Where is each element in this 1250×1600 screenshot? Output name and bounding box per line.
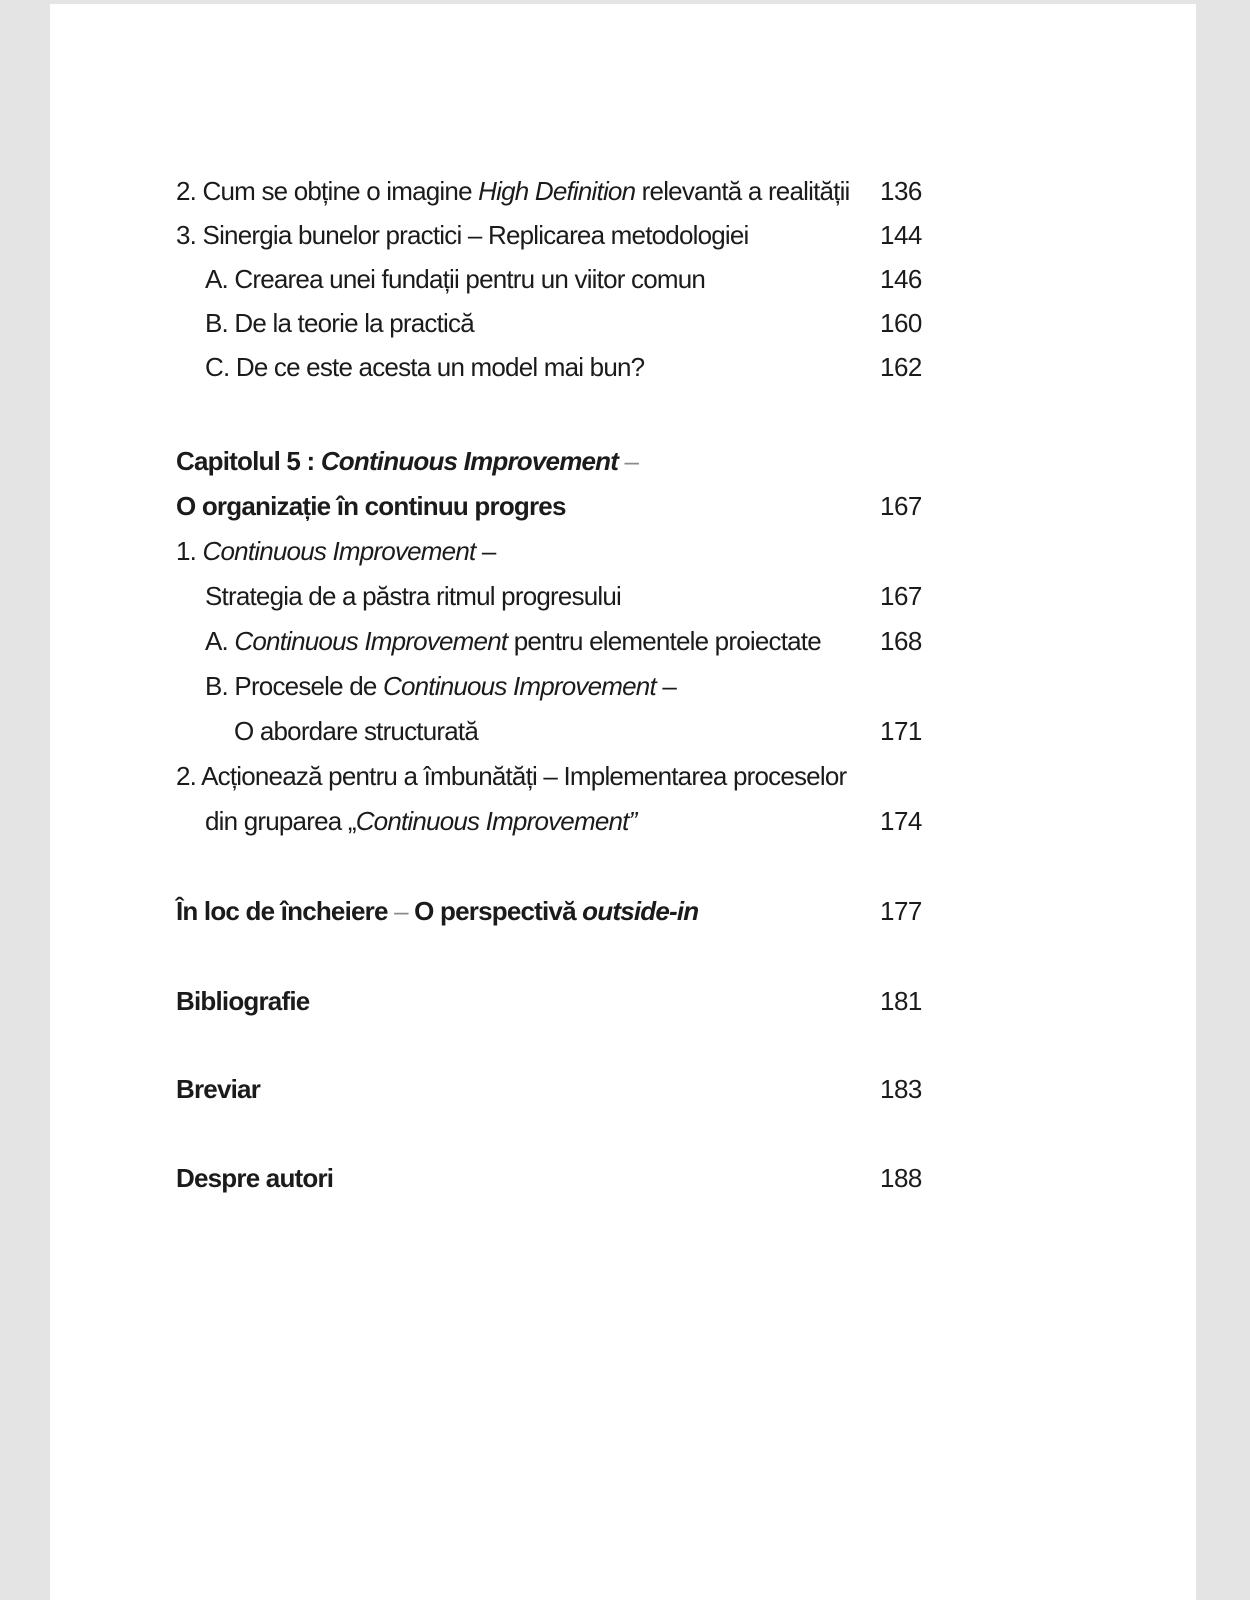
toc-entry-ci-strategia-line2[interactable] [0, 576, 1250, 616]
toc-chapter-5-heading[interactable] [0, 441, 1250, 481]
page-number: 174 [880, 806, 922, 836]
entry-number: 2. [176, 761, 197, 791]
toc-entry-teorie-practica[interactable] [0, 303, 1250, 343]
entry-title: De ce este acesta un model mai bun? [235, 352, 645, 382]
entry-title-post: pentru elementele proiectate [507, 626, 821, 656]
entry-title-post: relevantă a realității [635, 176, 850, 206]
toc-entry-procesele-ci[interactable] [0, 666, 1250, 706]
page-number: 181 [880, 986, 922, 1016]
toc-entry-actioneaza[interactable] [0, 756, 1250, 796]
entry-number: 3. [176, 220, 197, 250]
toc-heading-despre-autori[interactable] [0, 1158, 1250, 1198]
page-number: 136 [880, 176, 922, 206]
toc-heading-bibliografie[interactable] [0, 981, 1250, 1021]
entry-title-continued: Strategia de a păstra ritmul progresului [205, 581, 622, 611]
toc-heading-breviar[interactable] [0, 1069, 1250, 1109]
page-number: 144 [880, 220, 922, 250]
heading-title: Breviar [176, 1074, 261, 1104]
entry-title-post: ” [628, 806, 637, 836]
entry-number: C. [205, 352, 230, 382]
entry-dash: – [475, 536, 496, 566]
toc-entry-high-definition[interactable] [0, 171, 1250, 211]
entry-title: De la teorie la practică [234, 308, 474, 338]
entry-number: B. [205, 308, 228, 338]
entry-title: Sinergia bunelor practici – Replicarea metodologiei [202, 220, 749, 250]
entry-title-continued: O abordare structurată [234, 716, 478, 746]
page-number: 183 [880, 1074, 922, 1104]
page-number: 168 [880, 626, 922, 656]
entry-title: Crearea unei fundații pentru un viitor comun [234, 264, 706, 294]
heading-dash: – [387, 896, 415, 926]
toc-entry-crearea[interactable] [0, 259, 1250, 299]
page-number: 167 [880, 491, 922, 521]
entry-title-pre: Procesele de [234, 671, 383, 701]
entry-title-emphasis: Continuous Improvement [355, 806, 629, 836]
toc-entry-ci-elemente[interactable] [0, 621, 1250, 661]
page-number: 162 [880, 352, 922, 382]
heading-title: Despre autori [176, 1163, 334, 1193]
toc-entry-actioneaza-line2[interactable] [0, 801, 1250, 841]
heading-pre: În loc de încheiere [176, 896, 388, 926]
entry-number: A. [205, 264, 228, 294]
entry-title-emphasis: Continuous Improvement [202, 536, 476, 566]
entry-title-emphasis: Continuous Improvement [234, 626, 508, 656]
entry-title-emphasis: Continuous Improvement [383, 671, 656, 701]
chapter-subtitle: O organizație în continuu progres [176, 491, 566, 521]
page-number: 188 [880, 1163, 922, 1193]
entry-title: Acționează pentru a îmbunătăți – Implementarea proceselor [201, 761, 847, 791]
page-number: 171 [880, 716, 922, 746]
page-number: 146 [880, 264, 922, 294]
heading-emphasis: outside-in [582, 896, 699, 926]
entry-number: A. [205, 626, 228, 656]
heading-title: Bibliografie [176, 986, 310, 1016]
entry-title-pre: din gruparea „ [205, 806, 356, 836]
heading-mid: O perspectivă [414, 896, 583, 926]
page-number: 177 [880, 896, 922, 926]
page-number: 160 [880, 308, 922, 338]
chapter-title-emphasis: Continuous Improvement [320, 446, 619, 476]
toc-heading-incheiere[interactable] [0, 891, 1250, 931]
chapter-dash: – [618, 446, 639, 476]
toc-chapter-5-subtitle[interactable] [0, 486, 1250, 526]
entry-title-pre: Cum se obține o imagine [202, 176, 479, 206]
chapter-label: Capitolul 5 : [176, 446, 321, 476]
page-number: 167 [880, 581, 922, 611]
entry-number: B. [205, 671, 228, 701]
entry-number: 2. [176, 176, 197, 206]
toc-entry-procesele-ci-line2[interactable] [0, 711, 1250, 751]
toc-entry-ci-strategia[interactable] [0, 531, 1250, 571]
toc-entry-model-mai-bun[interactable] [0, 347, 1250, 387]
toc-entry-sinergia[interactable] [0, 215, 1250, 255]
entry-number: 1. [176, 536, 197, 566]
entry-dash: – [655, 671, 676, 701]
entry-title-emphasis: High Definition [478, 176, 636, 206]
